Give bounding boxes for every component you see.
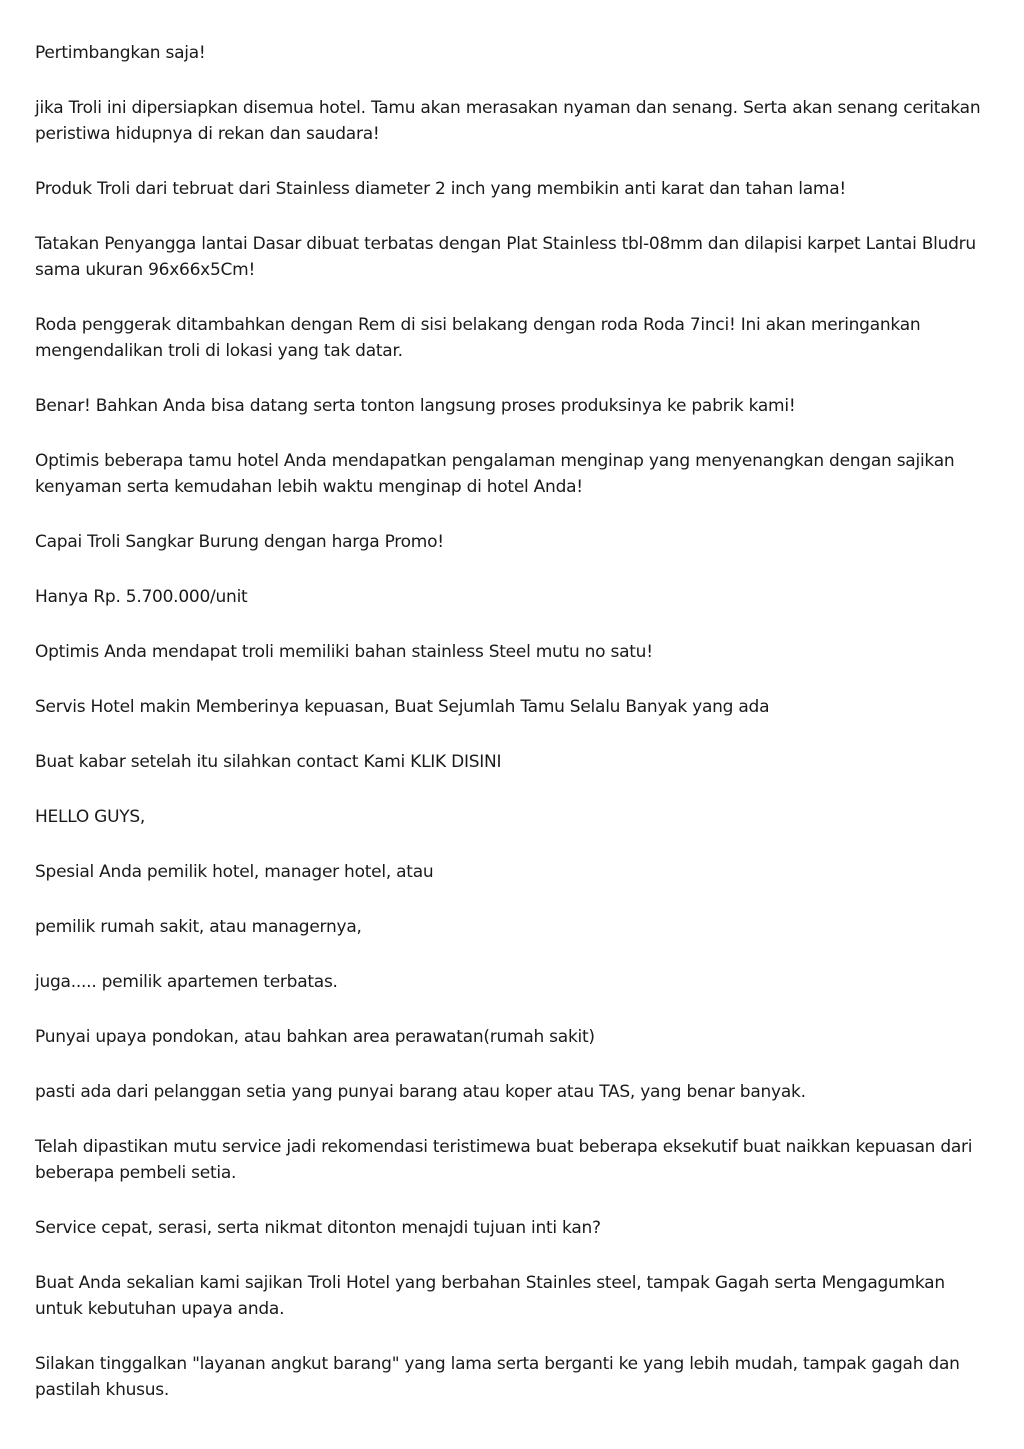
paragraph-guest-experience: Optimis beberapa tamu hotel Anda mendapatkan pengalaman menginap yang menyenangkan dengan sajikan kenyaman serta kemudahan lebih waktu menginap di hotel Anda! (35, 451, 955, 497)
paragraph-hospital-owners: pemilik rumah sakit, atau managernya, (35, 917, 362, 937)
paragraph-hotel-trolley: jika Troli ini dipersiapkan disemua hotel. Tamu akan merasakan nyaman dan senang. Serta akan senang ceritakan peristiwa hidupnya di rekan dan saudara! (35, 98, 981, 144)
paragraph-intro: Pertimbangkan saja! (35, 43, 206, 63)
document-body (35, 40, 985, 1432)
paragraph-recommendation: Telah dipastikan mutu service jadi rekomendasi teristimewa buat beberapa eksekutif buat naikkan kepuasan dari beberapa pembeli setia. (35, 1137, 973, 1183)
paragraph-quality: Optimis Anda mendapat troli memiliki bahan stainless Steel mutu no satu! (35, 642, 653, 662)
paragraph-hotel-owners: Spesial Anda pemilik hotel, manager hotel, atau (35, 862, 434, 882)
paragraph-stainless-product: Produk Troli dari tebruat dari Stainless diameter 2 inch yang membikin anti karat dan tahan lama! (35, 179, 846, 199)
paragraph-promo: Capai Troli Sangkar Burung dengan harga Promo! (35, 532, 444, 552)
paragraph-closing: Silakan tinggalkan "layanan angkut barang" yang lama serta berganti ke yang lebih mudah, tampak gagah dan pastilah khusus. (35, 1354, 960, 1400)
paragraph-offer: Buat Anda sekalian kami sajikan Troli Hotel yang berbahan Stainles steel, tampak Gagah serta Mengagumkan untuk kebutuhan upaya anda. (35, 1273, 945, 1319)
paragraph-price: Hanya Rp. 5.700.000/unit (35, 587, 248, 607)
paragraph-contact: Buat kabar setelah itu silahkan contact Kami KLIK DISINI (35, 752, 502, 772)
paragraph-apartment-owners: juga..... pemilik apartemen terbatas. (35, 972, 338, 992)
paragraph-business: Punyai upaya pondokan, atau bahkan area perawatan(rumah sakit) (35, 1027, 595, 1047)
paragraph-base-platform: Tatakan Penyangga lantai Dasar dibuat terbatas dengan Plat Stainless tbl-08mm dan dilapisi karpet Lantai Bludru sama ukuran 96x66x5Cm! (35, 234, 976, 280)
paragraph-wheels: Roda penggerak ditambahkan dengan Rem di sisi belakang dengan roda Roda 7inci! Ini akan meringankan mengendalikan troli di lokasi yang tak datar. (35, 315, 921, 361)
paragraph-service: Servis Hotel makin Memberinya kepuasan, Buat Sejumlah Tamu Selalu Banyak yang ada (35, 697, 770, 717)
paragraph-factory-visit: Benar! Bahkan Anda bisa datang serta tonton langsung proses produksinya ke pabrik kami! (35, 396, 796, 416)
paragraph-luggage: pasti ada dari pelanggan setia yang punyai barang atau koper atau TAS, yang benar banyak. (35, 1082, 806, 1102)
paragraph-fast-service: Service cepat, serasi, serta nikmat ditonton menajdi tujuan inti kan? (35, 1218, 601, 1238)
paragraph-greeting: HELLO GUYS, (35, 807, 146, 827)
